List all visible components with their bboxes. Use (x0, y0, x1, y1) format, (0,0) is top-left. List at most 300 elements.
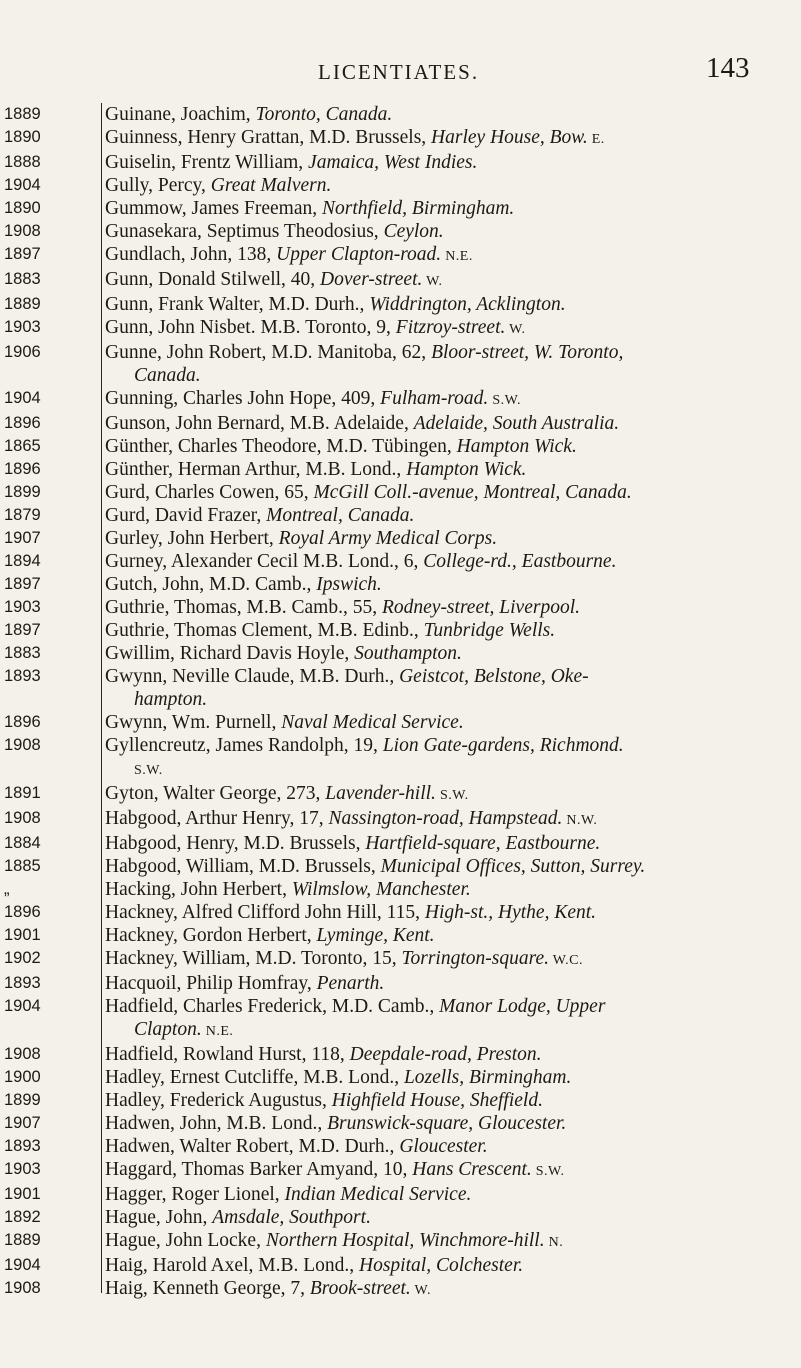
entry-line (105, 174, 785, 197)
entry-text (96, 832, 785, 855)
register-entry (0, 103, 801, 126)
page-number: 143 (706, 52, 750, 84)
entry-text (96, 1254, 785, 1277)
entry-text (96, 855, 785, 878)
entry-name: Guiselin, Frentz William, (105, 152, 309, 173)
entry-year: 1908 (4, 736, 41, 754)
entry-line (105, 1254, 785, 1277)
entry-text (96, 734, 785, 782)
entry-text (96, 527, 785, 550)
entry-year: 1900 (4, 1068, 41, 1086)
entry-address: Hans Crescent. (412, 1159, 532, 1180)
entry-line (105, 901, 785, 924)
entry-line (105, 435, 785, 458)
entry-year: 1893 (4, 667, 41, 685)
entry-name: Haggard, Thomas Barker Amyand, 10, (105, 1159, 413, 1180)
entry-address: Upper Clapton-road. (276, 244, 442, 265)
entry-name: Gurney, Alexander Cecil M.B. Lond., 6, (105, 551, 424, 572)
entry-name: Hadley, Frederick Augustus, (105, 1090, 332, 1111)
entry-name: Habgood, William, M.D. Brussels, (105, 856, 381, 877)
entry-address: Ceylon. (383, 221, 444, 242)
entry-address: Lion Gate-gardens, Richmond. (382, 735, 624, 756)
entry-address: Montreal, Canada. (266, 505, 415, 526)
entry-name: Gummow, James Freeman, (105, 198, 322, 219)
entry-name: Haig, Harold Axel, M.B. Lond., (105, 1255, 360, 1276)
entry-year: 1899 (4, 1091, 41, 1109)
entry-text (96, 220, 785, 243)
entry-address: Royal Army Medical Corps. (278, 528, 498, 549)
entry-line (105, 341, 785, 364)
entry-text (96, 573, 785, 596)
entry-year: 1896 (4, 903, 41, 921)
entry-text (96, 642, 785, 665)
entry-district: S.W. (435, 788, 469, 803)
entry-name: Günther, Herman Arthur, M.B. Lond., (105, 459, 407, 480)
entry-line (105, 151, 785, 174)
entry-district: S.W. (488, 393, 522, 408)
entry-line (105, 1158, 785, 1183)
entry-line (105, 1112, 785, 1135)
entry-text (96, 243, 785, 268)
entry-continuation-line (105, 757, 785, 782)
entry-line (105, 734, 785, 757)
entry-address: Nassington-road, Hampstead. (328, 808, 563, 829)
entry-line (105, 481, 785, 504)
entry-line (105, 387, 785, 412)
entry-year: 1865 (4, 437, 41, 455)
entry-text (96, 596, 785, 619)
entry-address: Adelaide, South Australia. (413, 413, 620, 434)
entry-year: 1901 (4, 1185, 41, 1203)
entry-line (105, 596, 785, 619)
register-entry (0, 924, 801, 947)
entry-text (96, 151, 785, 174)
entry-year: 1894 (4, 552, 41, 570)
entry-line (105, 1089, 785, 1112)
entry-text (96, 103, 785, 126)
entry-year: 1906 (4, 343, 41, 361)
entry-text (96, 924, 785, 947)
register-entry (0, 619, 801, 642)
register-entry (0, 268, 801, 293)
entry-district: E. (587, 132, 605, 147)
entry-line (105, 1277, 785, 1302)
entry-address: Hampton Wick. (456, 436, 577, 457)
entry-address: Northfield, Birmingham. (322, 198, 515, 219)
entry-year: 1897 (4, 621, 41, 639)
entry-year: 1889 (4, 295, 41, 313)
entry-line (105, 832, 785, 855)
entry-text (96, 1158, 785, 1183)
entry-line (105, 573, 785, 596)
register-entry (0, 341, 801, 387)
entry-name: Hadwen, John, M.B. Lond., (105, 1113, 328, 1134)
entry-address: Northern Hospital, Winchmore-hill. (265, 1230, 545, 1251)
entry-year: 1903 (4, 318, 41, 336)
entry-name: Habgood, Henry, M.D. Brussels, (105, 833, 366, 854)
entry-year: 1890 (4, 199, 41, 217)
entry-name: Hague, John, (105, 1207, 213, 1228)
entry-continuation-line (105, 364, 785, 387)
entry-address: Brunswick-square, Gloucester. (327, 1113, 567, 1134)
entry-district: W. (410, 1283, 431, 1298)
entry-year: 1883 (4, 644, 41, 662)
entry-line (105, 807, 785, 832)
entry-text (96, 1066, 785, 1089)
entry-text (96, 1043, 785, 1066)
entry-year: 1896 (4, 460, 41, 478)
entry-address: College-rd., Eastbourne. (423, 551, 617, 572)
entry-line (105, 782, 785, 807)
entry-year: 1904 (4, 1256, 41, 1274)
entry-year: „ (4, 880, 10, 898)
entry-address: Great Malvern. (210, 175, 332, 196)
register-entry (0, 878, 801, 901)
entry-address: Gloucester. (399, 1136, 488, 1157)
entry-text (96, 972, 785, 995)
entry-year: 1885 (4, 857, 41, 875)
entry-address: Southampton. (354, 643, 462, 664)
entry-address: Clapton. (134, 1019, 202, 1040)
entry-address: Lozells, Birmingham. (403, 1067, 572, 1088)
entry-year: 1904 (4, 389, 41, 407)
entry-address: McGill Coll.-avenue, Montreal, Canada. (313, 482, 632, 503)
entry-text (96, 412, 785, 435)
entry-year: 1888 (4, 153, 41, 171)
entry-year: 1904 (4, 176, 41, 194)
register-entry (0, 642, 801, 665)
entry-name: Gunn, Frank Walter, M.D. Durh., (105, 294, 370, 315)
register-entry (0, 481, 801, 504)
register-entry (0, 1158, 801, 1183)
entry-address: Penarth. (316, 973, 385, 994)
register-entry (0, 596, 801, 619)
register-entry (0, 972, 801, 995)
register-entry (0, 550, 801, 573)
register-entry (0, 1089, 801, 1112)
entry-address: Highfield House, Sheffield. (331, 1090, 543, 1111)
entry-name: Gunson, John Bernard, M.B. Adelaide, (105, 413, 414, 434)
entry-line (105, 1135, 785, 1158)
entry-address: Municipal Offices, Sutton, Surrey. (380, 856, 646, 877)
entry-address: Geistcot, Belstone, Oke- (399, 666, 589, 687)
entry-name: Gwillim, Richard Davis Hoyle, (105, 643, 355, 664)
entry-year: 1892 (4, 1208, 41, 1226)
entry-name: Hadfield, Charles Frederick, M.D. Camb., (105, 996, 440, 1017)
entry-line (105, 504, 785, 527)
register-entry (0, 832, 801, 855)
entry-year: 1897 (4, 575, 41, 593)
entry-year: 1897 (4, 245, 41, 263)
entry-line (105, 642, 785, 665)
entry-year: 1907 (4, 529, 41, 547)
entry-name: Gurd, David Frazer, (105, 505, 267, 526)
entry-address: Hartfield-square, Eastbourne. (365, 833, 601, 854)
register-entry (0, 174, 801, 197)
entry-line (105, 711, 785, 734)
entry-year: 1889 (4, 105, 41, 123)
entry-text (96, 619, 785, 642)
entry-name: Haig, Kenneth George, 7, (105, 1278, 310, 1299)
register-entry (0, 220, 801, 243)
entry-text (96, 995, 785, 1043)
register-entry (0, 197, 801, 220)
register-entry (0, 1254, 801, 1277)
entry-name: Gunne, John Robert, M.D. Manitoba, 62, (105, 342, 432, 363)
entry-name: Hackney, Gordon Herbert, (105, 925, 317, 946)
entry-line (105, 197, 785, 220)
entry-district: N.W. (562, 813, 598, 828)
entry-year: 1904 (4, 997, 41, 1015)
register-entry (0, 1277, 801, 1302)
register-entry (0, 435, 801, 458)
entry-line (105, 293, 785, 316)
entry-line (105, 220, 785, 243)
entry-name: Hacquoil, Philip Homfray, (105, 973, 317, 994)
entry-address: Harley House, Bow. (431, 127, 588, 148)
entry-name: Guthrie, Thomas Clement, M.B. Edinb., (105, 620, 424, 641)
entry-name: Gyllencreutz, James Randolph, 19, (105, 735, 383, 756)
entry-name: Hague, John Locke, (105, 1230, 266, 1251)
register-entry (0, 458, 801, 481)
register-entry (0, 243, 801, 268)
register-entry (0, 293, 801, 316)
register-entry (0, 1112, 801, 1135)
entry-line (105, 243, 785, 268)
entry-year: 1883 (4, 270, 41, 288)
entry-text (96, 901, 785, 924)
entry-line (105, 878, 785, 901)
entry-address: Jamaica, West Indies. (308, 152, 478, 173)
entry-address: Naval Medical Service. (281, 712, 464, 733)
register-entry (0, 665, 801, 711)
entry-year: 1903 (4, 1160, 41, 1178)
entry-address: High-st., Hythe, Kent. (424, 902, 597, 923)
entry-text (96, 878, 785, 901)
entry-district: N.E. (441, 249, 473, 264)
entry-name: Gunning, Charles John Hope, 409, (105, 388, 381, 409)
entry-line (105, 268, 785, 293)
entry-text (96, 1229, 785, 1254)
entry-district: S.W. (134, 763, 163, 778)
register-entry (0, 387, 801, 412)
entry-text (96, 316, 785, 341)
entry-address: Bloor-street, W. Toronto, (431, 342, 624, 363)
entry-name: Günther, Charles Theodore, M.D. Tübingen, (105, 436, 457, 457)
running-head-title: LICENTIATES. (318, 60, 480, 84)
register-entry (0, 901, 801, 924)
register-entry (0, 855, 801, 878)
entry-text (96, 711, 785, 734)
entry-address: Fitzroy-street. (395, 317, 506, 338)
register-entry (0, 151, 801, 174)
entry-line (105, 103, 785, 126)
register-entry (0, 734, 801, 782)
entry-text (96, 504, 785, 527)
entry-text (96, 1183, 785, 1206)
entry-name: Gunasekara, Septimus Theodosius, (105, 221, 384, 242)
register-entry (0, 504, 801, 527)
entry-name: Guinness, Henry Grattan, M.D. Brussels, (105, 127, 432, 148)
entry-line (105, 619, 785, 642)
register-entry (0, 573, 801, 596)
entry-text (96, 1135, 785, 1158)
entry-year: 1896 (4, 713, 41, 731)
entry-address: Hospital, Colchester. (359, 1255, 524, 1276)
entry-text (96, 550, 785, 573)
entry-name: Gundlach, John, 138, (105, 244, 277, 265)
entry-text (96, 665, 785, 711)
register-entry (0, 412, 801, 435)
entry-address: Rodney-street, Liverpool. (381, 597, 580, 618)
entry-address: Fulham-road. (380, 388, 489, 409)
entry-name: Hackney, Alfred Clifford John Hill, 115, (105, 902, 425, 923)
entry-year: 1899 (4, 483, 41, 501)
entry-line (105, 1229, 785, 1254)
entry-year: 1889 (4, 1231, 41, 1249)
entry-year: 1901 (4, 926, 41, 944)
entry-address: Lyminge, Kent. (316, 925, 435, 946)
entry-line (105, 412, 785, 435)
entry-year: 1908 (4, 222, 41, 240)
register-entry (0, 1183, 801, 1206)
entry-name: Hadfield, Rowland Hurst, 118, (105, 1044, 350, 1065)
entry-district: W. (505, 322, 526, 337)
entry-name: Habgood, Arthur Henry, 17, (105, 808, 329, 829)
entry-year: 1893 (4, 974, 41, 992)
entry-address: Deepdale-road, Preston. (349, 1044, 542, 1065)
entry-name: Gully, Percy, (105, 175, 211, 196)
register-entry (0, 1043, 801, 1066)
entry-name: Gunn, Donald Stilwell, 40, (105, 269, 321, 290)
entry-text (96, 435, 785, 458)
entry-year: 1908 (4, 1045, 41, 1063)
entry-line (105, 527, 785, 550)
entry-address: Amsdale, Southport. (212, 1207, 371, 1228)
register-entry (0, 527, 801, 550)
entry-year: 1908 (4, 809, 41, 827)
entry-district: W.C. (549, 953, 584, 968)
entry-name: Gunn, John Nisbet. M.B. Toronto, 9, (105, 317, 396, 338)
licentiates-list (0, 103, 801, 1302)
entry-name: Guthrie, Thomas, M.B. Camb., 55, (105, 597, 382, 618)
register-entry (0, 1135, 801, 1158)
entry-name: Hackney, William, M.D. Toronto, 15, (105, 948, 402, 969)
entry-text (96, 807, 785, 832)
entry-address: Toronto, Canada. (255, 104, 393, 125)
register-entry (0, 807, 801, 832)
register-entry (0, 711, 801, 734)
entry-line (105, 1206, 785, 1229)
entry-year: 1896 (4, 414, 41, 432)
entry-address: Wilmslow, Manchester. (291, 879, 471, 900)
entry-text (96, 458, 785, 481)
entry-text (96, 293, 785, 316)
entry-year: 1890 (4, 128, 41, 146)
entry-address: Brook-street. (309, 1278, 411, 1299)
entry-year: 1907 (4, 1114, 41, 1132)
entry-text (96, 126, 785, 151)
entry-text (96, 341, 785, 387)
entry-address: Hampton Wick. (406, 459, 527, 480)
entry-line (105, 1183, 785, 1206)
entry-year: 1879 (4, 506, 41, 524)
entry-name: Hacking, John Herbert, (105, 879, 292, 900)
entry-name: Gwynn, Neville Claude, M.B. Durh., (105, 666, 400, 687)
entry-district: N. (544, 1235, 564, 1250)
entry-address: hampton. (134, 689, 208, 710)
entry-text (96, 1206, 785, 1229)
entry-name: Gwynn, Wm. Purnell, (105, 712, 282, 733)
entry-line (105, 550, 785, 573)
entry-line (105, 947, 785, 972)
entry-line (105, 855, 785, 878)
entry-line (105, 1043, 785, 1066)
entry-name: Hagger, Roger Lionel, (105, 1184, 285, 1205)
entry-line (105, 924, 785, 947)
entry-year: 1893 (4, 1137, 41, 1155)
entry-name: Guinane, Joachim, (105, 104, 256, 125)
entry-year: 1908 (4, 1279, 41, 1297)
entry-address: Lavender-hill. (325, 783, 436, 804)
register-entry (0, 995, 801, 1043)
entry-line (105, 126, 785, 151)
entry-text (96, 1277, 785, 1302)
register-entry (0, 316, 801, 341)
entry-line (105, 972, 785, 995)
entry-year: 1903 (4, 598, 41, 616)
entry-text (96, 268, 785, 293)
register-entry (0, 1206, 801, 1229)
entry-district: W. (422, 274, 443, 289)
entry-line (105, 458, 785, 481)
entry-line (105, 995, 785, 1018)
entry-name: Hadwen, Walter Robert, M.D. Durh., (105, 1136, 400, 1157)
entry-year: 1884 (4, 834, 41, 852)
page-header (0, 52, 801, 92)
entry-continuation-line (105, 1018, 785, 1043)
entry-name: Gutch, John, M.D. Camb., (105, 574, 317, 595)
entry-text (96, 782, 785, 807)
entry-text (96, 481, 785, 504)
register-entry (0, 1066, 801, 1089)
entry-text (96, 1112, 785, 1135)
entry-text (96, 1089, 785, 1112)
entry-text (96, 387, 785, 412)
entry-address: Indian Medical Service. (284, 1184, 472, 1205)
entry-text (96, 174, 785, 197)
entry-text (96, 197, 785, 220)
entry-year: 1902 (4, 949, 41, 967)
register-entry (0, 1229, 801, 1254)
entry-line (105, 1066, 785, 1089)
entry-address: Dover-street. (320, 269, 423, 290)
entry-text (96, 947, 785, 972)
entry-address: Tunbridge Wells. (423, 620, 556, 641)
entry-line (105, 665, 785, 688)
entry-address: Ipswich. (316, 574, 382, 595)
entry-address: Torrington-square. (401, 948, 549, 969)
register-entry (0, 782, 801, 807)
entry-name: Hadley, Ernest Cutcliffe, M.B. Lond., (105, 1067, 404, 1088)
entry-district: N.E. (201, 1024, 234, 1039)
entry-continuation-line (105, 688, 785, 711)
register-entry (0, 947, 801, 972)
entry-address: Widdrington, Acklington. (369, 294, 566, 315)
entry-address: Manor Lodge, Upper (439, 996, 606, 1017)
entry-line (105, 316, 785, 341)
entry-name: Gurd, Charles Cowen, 65, (105, 482, 314, 503)
